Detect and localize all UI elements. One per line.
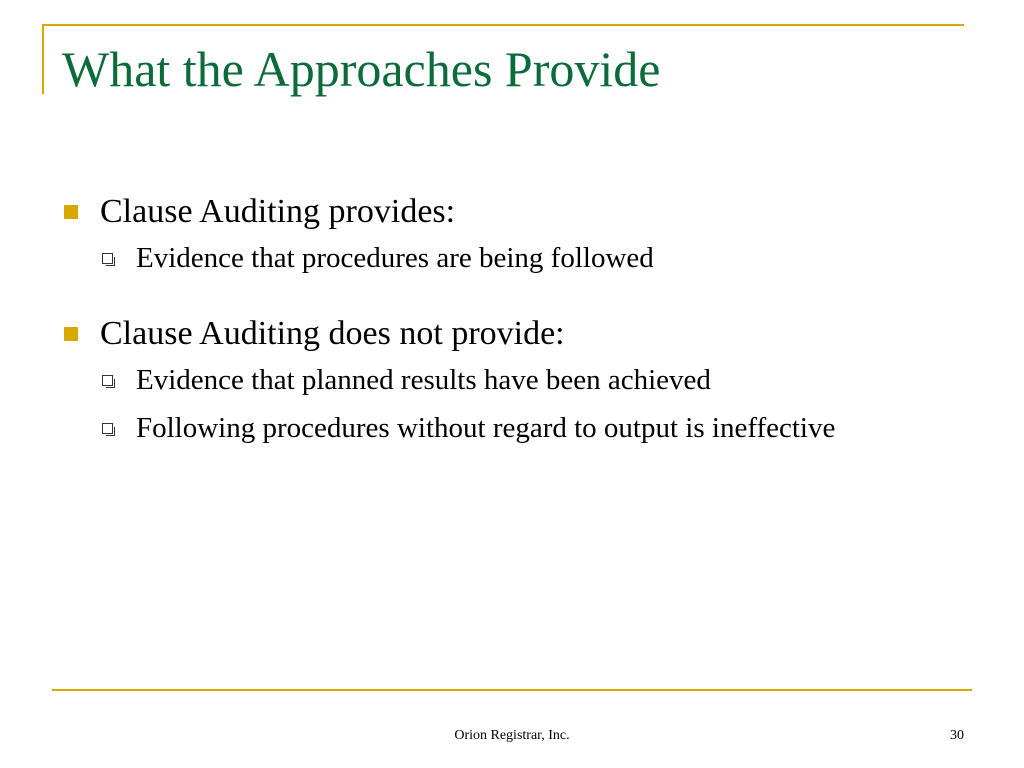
- bullet-level-2: [136, 238, 942, 278]
- slide-title: What the Approaches Provide: [62, 41, 661, 97]
- filled-square-bullet-icon: [64, 327, 78, 341]
- bullet-level-2: [136, 408, 942, 448]
- top-frame-rule: [42, 24, 964, 26]
- bullet-group: [62, 312, 942, 448]
- hollow-square-bullet-icon: [102, 253, 113, 264]
- footer-rule: [52, 689, 972, 691]
- subbullet-text: Following procedures without regard to output is ineffective: [136, 412, 836, 444]
- bullet-group: [62, 190, 942, 278]
- left-frame-rule: [42, 24, 44, 94]
- hollow-square-bullet-icon: [102, 375, 113, 386]
- bullet-level-1: [62, 312, 942, 356]
- slide-content: [62, 190, 942, 482]
- page-number: 30: [950, 728, 964, 743]
- footer-company: Orion Registrar, Inc.: [454, 728, 570, 743]
- bullet-level-2: [136, 360, 942, 400]
- bullet-text: Clause Auditing provides:: [100, 193, 456, 230]
- hollow-square-bullet-icon: [102, 423, 113, 434]
- filled-square-bullet-icon: [64, 205, 78, 219]
- bullet-text: Clause Auditing does not provide:: [100, 315, 565, 352]
- subbullet-text: Evidence that planned results have been achieved: [136, 364, 711, 396]
- bullet-level-1: [62, 190, 942, 234]
- subbullet-text: Evidence that procedures are being followed: [136, 242, 654, 274]
